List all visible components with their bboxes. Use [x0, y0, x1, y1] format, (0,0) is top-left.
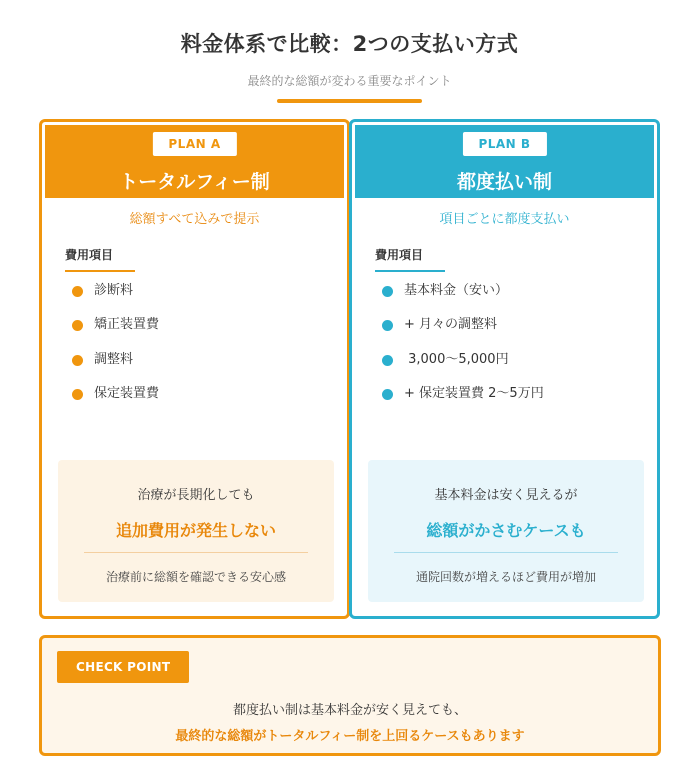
checkpoint-box — [39, 635, 661, 756]
bullet-icon — [382, 320, 393, 331]
plan-b-badge: PLAN B — [462, 132, 546, 156]
checkpoint-text: 都度払い制は基本料金が安く見えても、 — [232, 703, 467, 718]
plan-a-tagline: 総額すべて込みで提示 — [129, 212, 260, 227]
divider — [84, 552, 308, 553]
divider — [394, 552, 618, 553]
plan-b-header — [355, 125, 654, 198]
plan-a-note-highlight: 追加費用が発生しない — [115, 521, 276, 540]
plan-a-items-list — [72, 281, 159, 418]
plan-a-name: トータルフィー制 — [119, 171, 270, 193]
list-item-label: 保定装置費 — [94, 385, 160, 401]
plan-a-header — [45, 125, 344, 198]
plan-a-badge: PLAN A — [152, 132, 236, 156]
plan-b-note-intro: 基本料金は安く見えるが — [434, 488, 578, 503]
list-item — [72, 384, 159, 418]
plan-b-items-list — [382, 281, 544, 418]
plan-b-name: 都度払い制 — [456, 171, 552, 193]
list-item-label: + 保定装置費 2〜5万円 — [404, 385, 544, 401]
bullet-icon — [72, 286, 83, 297]
plan-b-note-highlight: 総額がかさむケースも — [426, 521, 586, 540]
checkpoint-badge: CHECK POINT — [57, 651, 189, 683]
list-item — [72, 281, 159, 315]
bullet-icon — [382, 389, 393, 400]
page-title: 料金体系で比較：2つの支払い方式 — [180, 32, 519, 56]
list-item-label: 基本料金（安い） — [404, 283, 509, 298]
plan-b-card — [349, 119, 660, 619]
list-item-label: + 月々の調整料 — [404, 317, 498, 333]
list-item — [72, 315, 159, 349]
page-subtitle: 最終的な総額が変わる重要なポイント — [247, 74, 452, 88]
list-item-label: 診断料 — [94, 283, 134, 298]
bullet-icon — [382, 355, 393, 366]
bullet-icon — [382, 286, 393, 297]
bullet-icon — [72, 389, 83, 400]
list-item — [382, 350, 544, 384]
checkpoint-highlight: 最終的な総額がトータルフィー制を上回るケースもあります — [175, 729, 525, 744]
plan-b-tagline: 項目ごとに都度支払い — [439, 212, 570, 227]
list-item-label: 3,000〜5,000円 — [404, 351, 509, 367]
plan-b-items-heading: 費用項目 — [375, 246, 423, 268]
plan-a-note-intro: 治療が長期化しても — [137, 488, 255, 503]
list-item — [382, 281, 544, 315]
plan-b-note-box — [368, 460, 644, 602]
list-item-label: 矯正装置費 — [94, 317, 160, 333]
list-item — [382, 315, 544, 349]
plan-b-note-detail: 通院回数が増えるほど費用が増加 — [415, 570, 596, 584]
list-item-label: 調整料 — [94, 351, 134, 367]
list-item — [72, 350, 159, 384]
plan-a-card — [39, 119, 350, 619]
list-item — [382, 384, 544, 418]
bullet-icon — [72, 320, 83, 331]
plan-a-items-heading: 費用項目 — [65, 246, 113, 268]
plan-a-note-box — [58, 460, 334, 602]
plan-a-note-detail: 治療前に総額を確認できる安心感 — [105, 570, 286, 584]
bullet-icon — [72, 355, 83, 366]
title-underline — [277, 99, 422, 103]
